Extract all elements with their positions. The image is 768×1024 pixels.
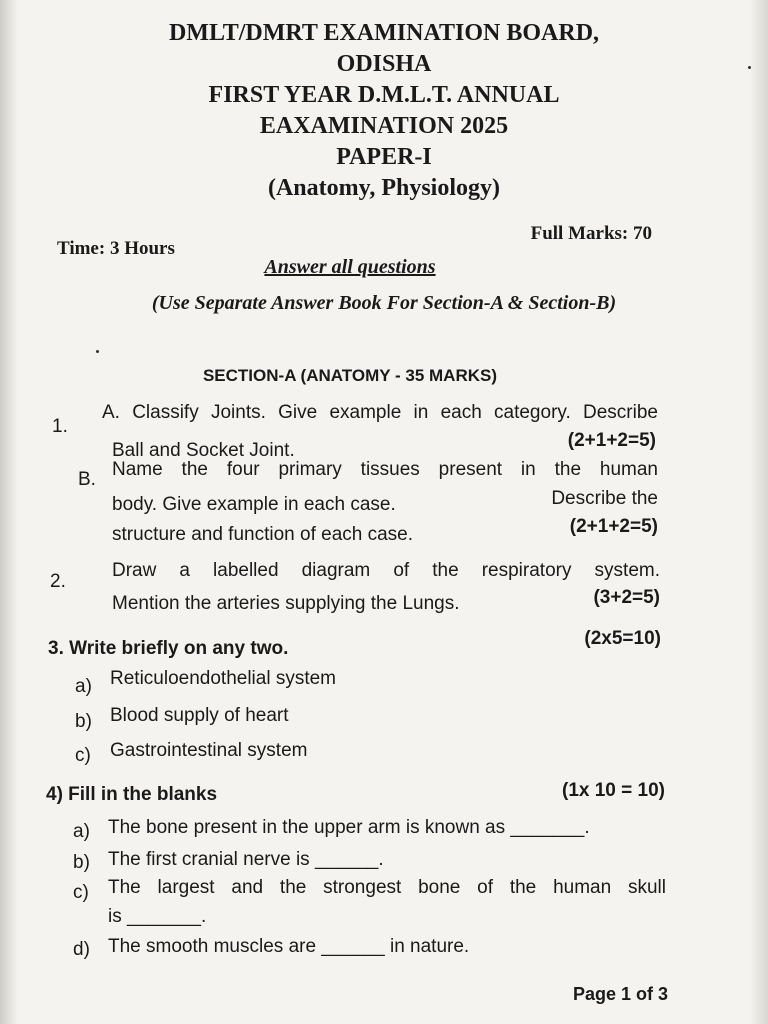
q4d-text: The smooth muscles are ______ in nature.: [108, 936, 470, 957]
q4a-text: The bone present in the upper arm is known as _______.: [108, 817, 590, 838]
instruction-answer-all: Answer all questions: [264, 256, 436, 278]
page-number: Page 1 of 3: [572, 984, 668, 1004]
q3-item-text: Reticuloendothelial system: [110, 668, 337, 689]
q2-marks: (3+2=5): [593, 587, 660, 608]
full-marks: Full Marks: 70: [530, 223, 652, 244]
paper-number: PAPER-I: [336, 144, 432, 170]
exam-header: [0, 18, 768, 204]
q4c-line1: The largest and the strongest bone of the human skull: [108, 877, 666, 898]
q3-item-text: Gastrointestinal system: [110, 740, 308, 761]
q4b-text: The first cranial nerve is ______.: [108, 849, 384, 870]
paper-speck: [96, 350, 99, 353]
q4-heading: 4) Fill in the blanks: [46, 784, 218, 805]
q3-item-label: c): [75, 745, 91, 766]
q1a-line2: Ball and Socket Joint.: [112, 440, 295, 461]
q1b-line3: structure and function of each case.: [112, 524, 414, 545]
q2-number: 2.: [50, 571, 66, 592]
board-state: ODISHA: [336, 51, 432, 77]
q3-item-text: Blood supply of heart: [110, 705, 289, 726]
q4b-label: b): [73, 852, 90, 873]
q1b-label: B.: [78, 469, 96, 490]
instruction-separate-book: (Use Separate Answer Book For Section-A & Section-B): [151, 292, 617, 314]
exam-year-title: FIRST YEAR D.M.L.T. ANNUAL: [208, 82, 560, 108]
q1-number: 1.: [52, 416, 68, 437]
q1b-line2: body. Give example in each case.: [112, 494, 396, 515]
q2-line1: Draw a labelled diagram of the respiratory system.: [112, 560, 660, 581]
section-a-title: SECTION-A (ANATOMY - 35 MARKS): [202, 366, 498, 385]
q4c-label: c): [73, 882, 89, 903]
q1b-marks: (2+1+2=5): [569, 516, 658, 537]
q1a-marks: (2+1+2=5): [567, 430, 656, 451]
q1a-line1: A. Classify Joints. Give example in each category. Describe: [102, 402, 658, 423]
exam-time: Time: 3 Hours: [57, 238, 175, 259]
q1b-line2-right: Describe the: [551, 488, 658, 509]
q1b-line1: Name the four primary tissues present in the human: [112, 459, 658, 480]
q2-line2: Mention the arteries supplying the Lungs.: [112, 593, 460, 614]
paper-speck: [748, 66, 751, 69]
q4a-label: a): [73, 821, 90, 842]
board-name: DMLT/DMRT EXAMINATION BOARD,: [168, 20, 600, 46]
q4-marks: (1x 10 = 10): [562, 780, 665, 801]
q3-marks: (2x5=10): [584, 628, 661, 649]
q4c-line2: is _______.: [108, 906, 207, 927]
q3-heading: 3. Write briefly on any two.: [48, 638, 289, 659]
exam-name: EAXAMINATION 2025: [259, 113, 509, 139]
q4d-label: d): [73, 939, 90, 960]
paper-subject: (Anatomy, Physiology): [267, 175, 500, 201]
q3-item-label: a): [75, 676, 92, 697]
q3-item-label: b): [75, 711, 92, 732]
